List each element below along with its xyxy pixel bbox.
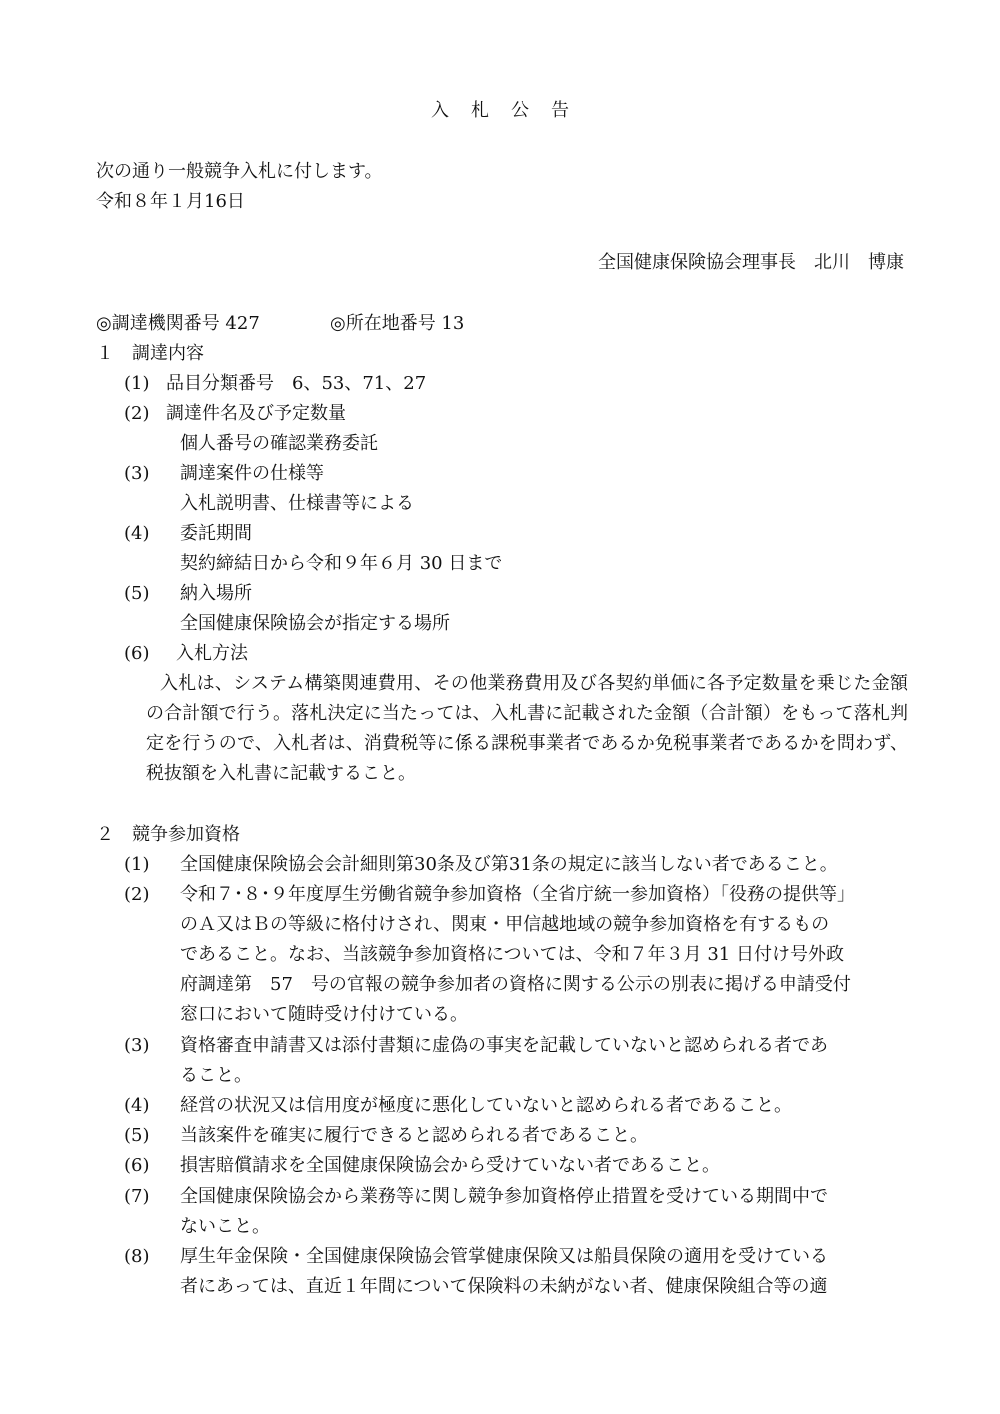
item-number: (5) — [124, 583, 150, 604]
item-number: (2) — [124, 403, 150, 424]
item-detail: 個人番号の確認業務委託 — [180, 433, 378, 454]
item-line: 令和７･８･９年度厚生労働省競争参加資格（全省庁統一参加資格）「役務の提供等」 — [180, 884, 855, 905]
item-number: (4) — [124, 523, 150, 544]
item-label: 入札方法 — [176, 643, 248, 664]
agency-number: ◎調達機関番号 427 — [96, 313, 260, 334]
bid-method-paragraph: 入札は、システム構築関連費用、その他業務費用及び各契約単価に各予定数量を乗じた金額の合計額で行う。落札決定に当たっては、入札書に記載された金額（合計額）をもって落札判定を行うので、入札者は、消費税等に係る課税事業者であるか免税事業者であるかを問わず、税抜額を入札書に記載すること。 — [146, 673, 908, 784]
item-line: 全国健康保険協会から業務等に関し競争参加資格停止措置を受けている期間中で — [180, 1186, 828, 1207]
item-line: 損害賠償請求を全国健康保険協会から受けていない者であること。 — [180, 1155, 720, 1176]
item-line: 資格審査申請書又は添付書類に虚偽の事実を記載していないと認められる者であ — [180, 1035, 828, 1056]
item-detail: 契約締結日から令和９年６月 30 日まで — [180, 553, 503, 574]
item-line: 全国健康保険協会会計細則第30条及び第31条の規定に該当しない者であること。 — [180, 854, 838, 875]
item-line: 経営の状況又は信用度が極度に悪化していないと認められる者であること。 — [180, 1095, 792, 1116]
section-2-heading: ２ 競争参加資格 — [96, 824, 240, 845]
item-line: 当該案件を確実に履行できると認められる者であること。 — [180, 1125, 648, 1146]
location-number: ◎所在地番号 13 — [330, 313, 465, 334]
item-number: (1) — [124, 373, 150, 394]
item-line: ないこと。 — [180, 1216, 270, 1237]
item-number: (8) — [124, 1246, 150, 1267]
item-number: (4) — [124, 1095, 150, 1116]
item-detail: 入札説明書、仕様書等による — [180, 493, 414, 514]
item-number: (3) — [124, 1035, 150, 1056]
item-label: 納入場所 — [180, 583, 252, 604]
item-line: ること。 — [180, 1065, 252, 1086]
page-title: 入札公告 — [431, 100, 591, 121]
item-label: 調達件名及び予定数量 — [166, 403, 346, 424]
item-line: 窓口において随時受け付けている。 — [180, 1004, 468, 1025]
item-number: (1) — [124, 854, 150, 875]
item-number: (6) — [124, 643, 150, 664]
item-line: のＡ又はＢの等級に格付けされ、関東・甲信越地域の競争参加資格を有するもの — [180, 914, 830, 935]
issuer-signature: 全国健康保険協会理事長 北川 博康 — [598, 252, 904, 273]
item-number: (5) — [124, 1125, 150, 1146]
item-number: (6) — [124, 1155, 150, 1176]
intro-text: 次の通り一般競争入札に付します。 — [96, 161, 383, 182]
item-line: であること。なお、当該競争参加資格については、令和７年３月 31 日付け号外政 — [180, 944, 844, 965]
item-label: 調達案件の仕様等 — [180, 463, 324, 484]
item-label: 委託期間 — [180, 523, 252, 544]
item-line: 者にあっては、直近１年間について保険料の未納がない者、健康保険組合等の適 — [180, 1276, 828, 1297]
item-number: (2) — [124, 884, 150, 905]
item-line: 府調達第 57 号の官報の競争参加者の資格に関する公示の別表に掲げる申請受付 — [180, 974, 851, 995]
section-1-heading: １ 調達内容 — [96, 343, 204, 364]
item-label: 品目分類番号 6、53、71、27 — [166, 373, 427, 394]
item-number: (3) — [124, 463, 150, 484]
item-line: 厚生年金保険・全国健康保険協会管掌健康保険又は船員保険の適用を受けている — [180, 1246, 828, 1267]
item-number: (7) — [124, 1186, 150, 1207]
item-detail: 全国健康保険協会が指定する場所 — [180, 613, 450, 634]
notice-date: 令和８年１月16日 — [96, 191, 245, 212]
